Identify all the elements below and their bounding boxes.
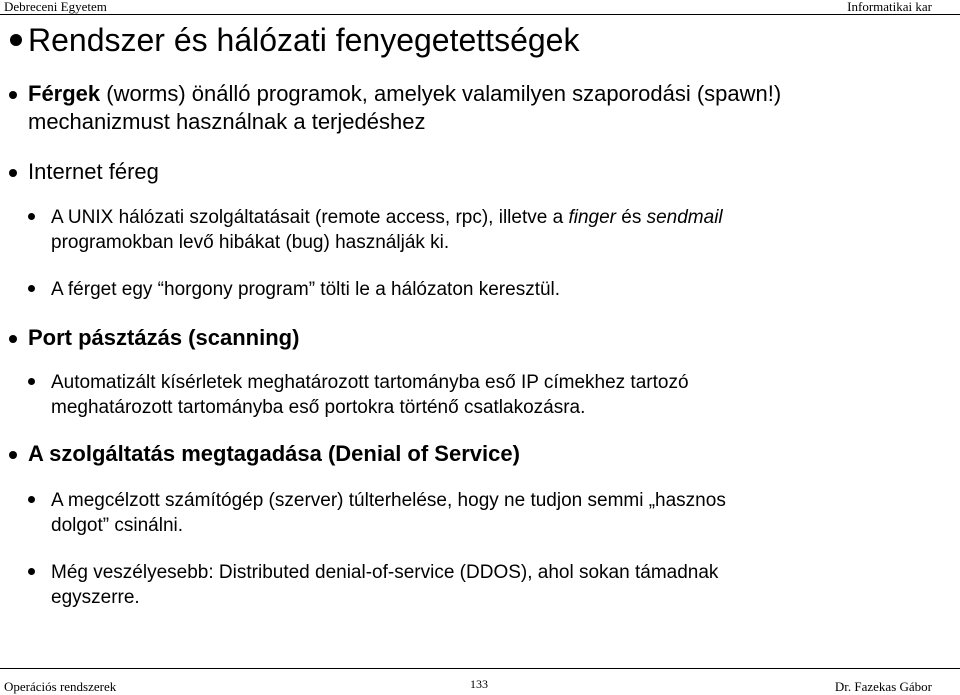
bullet-dos-text: A szolgáltatás megtagadása (Denial of Service) [28, 441, 520, 466]
unix-text-b: és [615, 207, 647, 228]
subbullet-automated-line2: meghatározott tartományba eső portokra történő csatlakozásra. [51, 397, 586, 418]
finger-term: finger [568, 207, 616, 228]
bullet-dot-icon [9, 335, 17, 343]
worms-term: Férgek [28, 81, 101, 106]
subbullet-anchor-text: A férget egy “horgony program” tölti le a hálózaton keresztül. [51, 279, 561, 300]
bullet-internet-worm-text: Internet féreg [28, 159, 159, 184]
subbullet-automated-line1: Automatizált kísérletek meghatározott tartományba eső IP címekhez tartozó [51, 372, 689, 393]
subbullet-unix-line1 [51, 205, 723, 230]
bullet-port-scanning-text: Port pásztázás (scanning) [28, 325, 300, 350]
footer-author: Dr. Fazekas Gábor [834, 679, 932, 694]
footer-course-name: Operációs rendszerek [4, 679, 117, 694]
subbullet-ddos-line1: Még veszélyesebb: Distributed denial-of-service (DDOS), ahol sokan támadnak [51, 562, 719, 583]
bullet-dot-icon [28, 285, 35, 292]
sendmail-term: sendmail [646, 207, 723, 228]
footer-page-number: 133 [470, 677, 488, 691]
header-left-text: Debreceni Egyetem [4, 0, 107, 14]
bullet-dot-icon [9, 169, 17, 177]
bullet-dot-icon [10, 34, 22, 46]
bullet-dot-icon [28, 378, 35, 385]
bullet-worms-line2: mechanizmust használnak a terjedéshez [28, 109, 426, 134]
page-footer [0, 668, 960, 695]
bullet-dot-icon [28, 568, 35, 575]
worms-desc: (worms) önálló programok, amelyek valamilyen szaporodási (spawn!) [100, 81, 782, 106]
bullet-dot-icon [28, 213, 35, 220]
bullet-dot-icon [28, 496, 35, 503]
subbullet-overload-line1: A megcélzott számítógép (szerver) túlterhelése, hogy ne tudjon semmi „hasznos [51, 490, 726, 511]
bullet-worms-line1 [28, 80, 781, 108]
subbullet-ddos-line2: egyszerre. [51, 587, 140, 608]
unix-text-a: A UNIX hálózati szolgáltatásait (remote access, rpc), illetve a [51, 207, 569, 228]
bullet-dot-icon [9, 451, 17, 459]
subbullet-unix-line2: programokban levő hibákat (bug) használják ki. [51, 232, 450, 253]
bullet-dot-icon [9, 91, 17, 99]
header-right-text: Informatikai kar [847, 0, 932, 14]
slide-title-text: Rendszer és hálózati fenyegetettségek [28, 22, 580, 58]
subbullet-overload-line2: dolgot” csinálni. [51, 515, 184, 536]
